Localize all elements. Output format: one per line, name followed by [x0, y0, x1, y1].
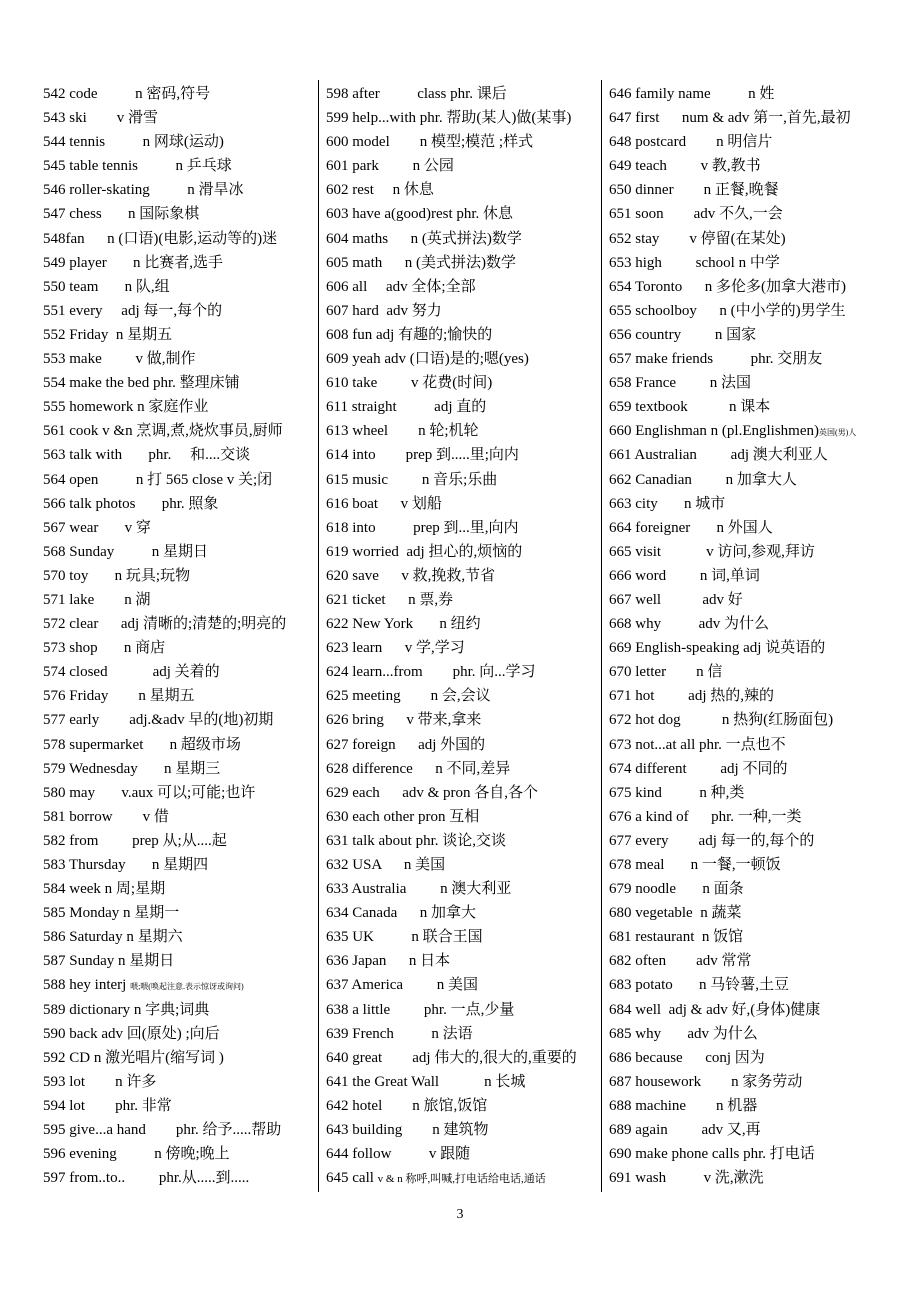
- vocab-entry-text: 659 textbook n 课本: [609, 399, 771, 416]
- vocab-entry-text: 649 teach v 教,教书: [609, 158, 761, 175]
- vocab-entry-text: 588 hey interj: [43, 977, 131, 994]
- vocab-entry-text: 566 talk photos phr. 照象: [43, 495, 219, 512]
- vocab-entry-text: 667 well adv 好: [609, 591, 743, 608]
- vocab-entry: [43, 636, 316, 660]
- vocab-entry-text: 648 postcard n 明信片: [609, 134, 773, 151]
- vocab-entry: [43, 371, 316, 395]
- vocab-entry-text: 665 visit v 访问,参观,拜访: [609, 543, 815, 560]
- vocab-entry-text: 664 foreigner n 外国人: [609, 519, 773, 536]
- vocab-entry: [43, 973, 316, 997]
- vocab-entry: [609, 901, 909, 925]
- vocab-entry-text: 684 well adj & adv 好,(身体)健康: [609, 1001, 821, 1018]
- vocab-entry: [326, 757, 598, 781]
- vocab-entry-text: 683 potato n 马铃薯,土豆: [609, 977, 789, 994]
- vocab-column-1: [43, 82, 316, 1192]
- vocab-entry-text: 657 make friends phr. 交朋友: [609, 351, 823, 368]
- vocab-entry: [43, 564, 316, 588]
- vocab-entry-text: 680 vegetable n 蔬菜: [609, 905, 742, 922]
- vocab-entry: [43, 829, 316, 853]
- vocab-entry: [43, 395, 316, 419]
- vocab-entry: [43, 202, 316, 226]
- vocab-entry: [326, 660, 598, 684]
- vocab-entry-text: 644 follow v 跟随: [326, 1146, 471, 1163]
- vocab-entry: [43, 853, 316, 877]
- vocab-entry-text: 553 make v 做,制作: [43, 351, 196, 368]
- vocab-entry-text: 607 hard adv 努力: [326, 302, 442, 319]
- vocab-entry: [43, 660, 316, 684]
- vocab-entry-text: 618 into prep 到...里,向内: [326, 519, 519, 536]
- vocab-entry-text: 587 Sunday n 星期日: [43, 953, 175, 970]
- vocab-entry-text: 600 model n 模型;模范 ;样式: [326, 134, 534, 151]
- vocab-entry-text: 599 help...with phr. 帮助(某人)做(某事): [326, 110, 572, 127]
- vocab-entry: [609, 419, 909, 443]
- vocab-entry-text: 602 rest n 休息: [326, 182, 434, 199]
- vocab-entry: [609, 347, 909, 371]
- vocab-entry-text: 548fan n (口语)(电影,运动等的)迷: [43, 230, 278, 247]
- vocab-entry: [609, 757, 909, 781]
- vocab-entry-text: 593 lot n 许多: [43, 1073, 157, 1090]
- vocab-entry-text: 547 chess n 国际象棋: [43, 206, 200, 223]
- vocab-entry: [43, 1094, 316, 1118]
- vocab-entry: [43, 925, 316, 949]
- vocab-entry: [326, 925, 598, 949]
- vocab-entry: [43, 708, 316, 732]
- vocab-entry: [326, 178, 598, 202]
- vocab-entry: [43, 901, 316, 925]
- vocab-entry: [609, 1166, 909, 1190]
- vocab-entry: [609, 949, 909, 973]
- vocab-entry: [43, 130, 316, 154]
- vocab-entry: [609, 1094, 909, 1118]
- vocab-entry-text: 584 week n 周;星期: [43, 881, 166, 898]
- vocab-entry: [43, 684, 316, 708]
- vocab-entry-text: 578 supermarket n 超级市场: [43, 736, 241, 753]
- vocab-entry: [326, 612, 598, 636]
- vocab-entry-text: 620 save v 救,挽救,节省: [326, 567, 496, 584]
- vocab-entry: [609, 299, 909, 323]
- vocab-entry-text: 544 tennis n 网球(运动): [43, 134, 224, 151]
- vocab-entry: [43, 516, 316, 540]
- vocab-entry: [609, 829, 909, 853]
- vocab-entry: [43, 275, 316, 299]
- vocab-entry-text: 580 may v.aux 可以;可能;也许: [43, 784, 256, 801]
- vocab-entry-text: 655 schoolboy n (中小学的)男学生: [609, 302, 846, 319]
- vocab-entry: [609, 1022, 909, 1046]
- vocab-entry-text: 613 wheel n 轮;机轮: [326, 423, 479, 440]
- vocab-entry: [326, 684, 598, 708]
- vocab-entry-text: 669 English-speaking adj 说英语的: [609, 640, 826, 657]
- vocab-entry: [609, 973, 909, 997]
- vocab-entry-text: 673 not...at all phr. 一点也不: [609, 736, 786, 753]
- vocab-entry: [43, 733, 316, 757]
- vocab-entry-text: 572 clear adj 清晰的;清楚的;明亮的: [43, 616, 287, 633]
- vocab-entry: [609, 227, 909, 251]
- vocab-entry: [326, 419, 598, 443]
- vocab-entry: [609, 82, 909, 106]
- vocab-entry: [326, 323, 598, 347]
- vocab-entry-text: 550 team n 队,组: [43, 278, 170, 295]
- vocab-entry-text: 610 take v 花费(时间): [326, 375, 493, 392]
- vocab-entry: [326, 1070, 598, 1094]
- vocab-entry-text: 625 meeting n 会,会议: [326, 688, 491, 705]
- vocab-entry: [326, 901, 598, 925]
- vocab-entry-text: 576 Friday n 星期五: [43, 688, 195, 705]
- vocab-entry-text: 594 lot phr. 非常: [43, 1097, 172, 1114]
- vocab-entry: [326, 949, 598, 973]
- vocab-entry-text: 685 why adv 为什么: [609, 1025, 758, 1042]
- vocab-entry: [609, 684, 909, 708]
- vocab-entry: [609, 154, 909, 178]
- vocab-entry-text: 678 meal n 一餐,一顿饭: [609, 857, 781, 873]
- vocab-entry: [326, 82, 598, 106]
- vocab-entry: [43, 492, 316, 516]
- vocab-entry: [326, 853, 598, 877]
- vocab-entry: [43, 781, 316, 805]
- vocab-entry-text: 690 make phone calls phr. 打电话: [609, 1146, 815, 1163]
- vocab-entry-text: 629 each adv & pron 各自,各个: [326, 784, 539, 801]
- vocab-column-2: [326, 82, 598, 1192]
- vocab-entry-text: 592 CD n 激光唱片(缩写词 ): [43, 1049, 224, 1066]
- vocab-entry: [43, 805, 316, 829]
- vocab-entry-text: 609 yeah adv (口语)是的;嗯(yes): [326, 351, 529, 368]
- vocab-entry: [43, 588, 316, 612]
- vocab-entry: [43, 1166, 316, 1190]
- vocab-entry: [609, 395, 909, 419]
- vocab-entry: [609, 781, 909, 805]
- vocab-entry-text: 675 kind n 种,类: [609, 784, 745, 801]
- vocab-entry: [609, 925, 909, 949]
- vocab-entry: [326, 275, 598, 299]
- vocab-entry: [326, 130, 598, 154]
- vocab-entry: [43, 299, 316, 323]
- vocab-entry-text: 647 first num & adv 第一,首先,最初: [609, 110, 851, 127]
- vocab-entry-text: 590 back adv 回(原处) ;向后: [43, 1025, 220, 1042]
- vocab-entry-text: 636 Japan n 日本: [326, 953, 451, 970]
- vocab-entry: [326, 877, 598, 901]
- vocab-entry-text: 689 again adv 又,再: [609, 1122, 761, 1139]
- vocab-entry: [609, 1118, 909, 1142]
- vocab-entry: [43, 540, 316, 564]
- vocab-entry-text: 596 evening n 傍晚;晚上: [43, 1146, 230, 1163]
- vocab-entry-text: 603 have a(good)rest phr. 休息: [326, 206, 514, 223]
- vocab-entry-text: 554 make the bed phr. 整理床铺: [43, 375, 240, 392]
- vocab-entry: [609, 323, 909, 347]
- vocab-entry-text: 634 Canada n 加拿大: [326, 905, 476, 922]
- vocab-entry-text: 552 Friday n 星期五: [43, 326, 173, 343]
- vocab-entry-text: 630 each other pron 互相: [326, 808, 480, 825]
- vocab-entry: [43, 877, 316, 901]
- vocab-entry-text: 668 why adv 为什么: [609, 616, 769, 633]
- vocab-entry-note: v & n 称呼,叫喊,打电话给电话,通话: [377, 1173, 546, 1186]
- vocab-entry: [43, 1022, 316, 1046]
- vocab-entry-text: 650 dinner n 正餐,晚餐: [609, 182, 779, 199]
- vocab-entry-text: 564 open n 打 565 close v 关;闭: [43, 471, 273, 488]
- vocab-entry: [326, 805, 598, 829]
- vocab-entry-text: 639 French n 法语: [326, 1025, 473, 1042]
- vocab-entry-text: 561 cook v &n 烹调,煮,烧炊事员,厨师: [43, 423, 283, 440]
- vocab-entry-text: 661 Australian adj 澳大利亚人: [609, 447, 828, 464]
- vocab-entry-text: 666 word n 词,单词: [609, 567, 760, 584]
- vocab-entry-text: 663 city n 城市: [609, 495, 726, 512]
- vocab-entry-text: 637 America n 美国: [326, 977, 479, 994]
- vocab-entry: [43, 443, 316, 467]
- vocab-entry: [326, 1046, 598, 1070]
- vocab-entry-text: 555 homework n 家庭作业: [43, 399, 209, 416]
- vocab-entry-text: 641 the Great Wall n 长城: [326, 1073, 526, 1090]
- vocab-entry: [326, 1166, 598, 1190]
- vocab-entry-text: 651 soon adv 不久,一会: [609, 206, 783, 223]
- vocab-entry-text: 597 from..to.. phr.从.....到.....: [43, 1170, 250, 1187]
- vocab-entry: [609, 660, 909, 684]
- vocab-entry: [43, 1046, 316, 1070]
- vocab-entry: [326, 227, 598, 251]
- vocab-entry-text: 598 after class phr. 课后: [326, 86, 507, 102]
- vocab-entry: [43, 106, 316, 130]
- vocab-entry: [43, 1070, 316, 1094]
- vocab-entry-text: 638 a little phr. 一点,少量: [326, 1001, 515, 1018]
- vocab-entry-text: 581 borrow v 借: [43, 808, 169, 825]
- vocab-entry-text: 546 roller-skating n 滑旱冰: [43, 182, 244, 199]
- vocab-entry-text: 645 call: [326, 1170, 378, 1187]
- vocab-entry: [326, 154, 598, 178]
- vocab-entry: [609, 468, 909, 492]
- vocab-entry: [326, 733, 598, 757]
- vocab-entry: [326, 251, 598, 275]
- vocab-entry-text: 621 ticket n 票,券: [326, 591, 454, 608]
- vocab-entry-text: 642 hotel n 旅馆,饭馆: [326, 1097, 488, 1114]
- vocab-entry-text: 640 great adj 伟大的,很大的,重要的: [326, 1049, 577, 1066]
- vocab-entry-text: 619 worried adj 担心的,烦恼的: [326, 543, 523, 560]
- vocab-entry: [609, 636, 909, 660]
- vocab-entry: [609, 178, 909, 202]
- vocab-entry-text: 688 machine n 机器: [609, 1097, 758, 1114]
- vocab-entry: [326, 468, 598, 492]
- vocab-entry: [609, 853, 909, 877]
- page-number: 3: [456, 1207, 464, 1222]
- vocab-entry-text: 635 UK n 联合王国: [326, 929, 483, 946]
- vocab-entry-text: 646 family name n 姓: [609, 86, 775, 102]
- vocab-entry-text: 595 give...a hand phr. 给予.....帮助: [43, 1122, 282, 1139]
- vocab-entry-text: 614 into prep 到.....里;向内: [326, 447, 519, 464]
- vocab-entry-text: 549 player n 比赛者,选手: [43, 254, 223, 271]
- vocab-entry: [326, 1118, 598, 1142]
- vocab-entry: [609, 251, 909, 275]
- vocab-entry: [609, 588, 909, 612]
- vocab-entry-text: 656 country n 国家: [609, 326, 757, 343]
- vocab-entry-text: 653 high school n 中学: [609, 254, 780, 271]
- vocab-entry: [326, 106, 598, 130]
- vocab-entry-text: 624 learn...from phr. 向...学习: [326, 664, 536, 681]
- vocab-entry: [326, 708, 598, 732]
- vocab-entry: [609, 130, 909, 154]
- vocab-entry-text: 686 because conj 因为: [609, 1049, 765, 1066]
- vocab-entry: [326, 973, 598, 997]
- vocab-entry: [609, 1070, 909, 1094]
- vocab-entry: [609, 877, 909, 901]
- vocab-entry-text: 570 toy n 玩具;玩物: [43, 567, 191, 584]
- vocab-entry: [43, 998, 316, 1022]
- vocab-entry-text: 626 bring v 带来,拿来: [326, 712, 482, 729]
- vocab-entry: [326, 516, 598, 540]
- vocab-entry: [609, 612, 909, 636]
- vocab-entry-text: 691 wash v 洗,漱洗: [609, 1170, 764, 1187]
- vocab-entry: [609, 275, 909, 299]
- vocab-entry: [43, 323, 316, 347]
- vocab-entry-text: 677 every adj 每一的,每个的: [609, 832, 815, 849]
- vocab-entry: [43, 949, 316, 973]
- vocab-entry-text: 543 ski v 滑雪: [43, 110, 159, 127]
- vocab-entry: [43, 227, 316, 251]
- vocab-entry: [609, 805, 909, 829]
- vocab-entry: [43, 82, 316, 106]
- vocab-entry-text: 608 fun adj 有趣的;愉快的: [326, 326, 493, 343]
- vocab-entry: [326, 540, 598, 564]
- vocab-entry-text: 585 Monday n 星期一: [43, 905, 180, 922]
- vocab-entry-text: 616 boat v 划船: [326, 495, 442, 512]
- vocab-entry-text: 654 Toronto n 多伦多(加拿大港市): [609, 278, 846, 295]
- vocab-entry-text: 568 Sunday n 星期日: [43, 543, 209, 560]
- vocab-entry-text: 682 often adv 常常: [609, 953, 752, 970]
- vocab-entry-text: 679 noodle n 面条: [609, 881, 744, 898]
- vocab-entry: [609, 1046, 909, 1070]
- vocab-entry: [43, 757, 316, 781]
- vocab-entry-text: 643 building n 建筑物: [326, 1122, 489, 1139]
- vocab-entry-text: 658 France n 法国: [609, 375, 752, 392]
- vocab-entry-text: 681 restaurant n 饭馆: [609, 929, 744, 946]
- vocab-entry: [326, 781, 598, 805]
- vocab-entry-text: 582 from prep 从;从....起: [43, 832, 227, 849]
- vocab-entry-text: 589 dictionary n 字典;词典: [43, 1001, 210, 1018]
- vocab-entry-text: 605 math n (美式拼法)数学: [326, 254, 516, 271]
- vocab-entry-text: 606 all adv 全体;全部: [326, 278, 476, 295]
- vocab-entry-text: 579 Wednesday n 星期三: [43, 760, 221, 777]
- vocab-entry-text: 633 Australia n 澳大利亚: [326, 881, 512, 898]
- vocab-entry-text: 671 hot adj 热的,辣的: [609, 688, 774, 705]
- vocab-entry-text: 577 early adj.&adv 早的(地)初期: [43, 712, 274, 729]
- vocab-entry-text: 615 music n 音乐;乐曲: [326, 471, 498, 488]
- vocab-entry: [326, 492, 598, 516]
- vocab-entry: [609, 708, 909, 732]
- vocab-entry: [326, 395, 598, 419]
- vocab-column-3: [609, 82, 909, 1192]
- vocab-entry: [43, 347, 316, 371]
- vocab-entry: [43, 1118, 316, 1142]
- vocab-entry-text: 660 Englishman n (pl.Englishmen): [609, 423, 819, 440]
- vocab-entry-text: 623 learn v 学,学习: [326, 640, 465, 657]
- vocab-entry-text: 545 table tennis n 乒乓球: [43, 158, 232, 175]
- column-divider: [601, 80, 602, 1192]
- vocab-entry-text: 652 stay v 停留(在某处): [609, 230, 786, 247]
- vocab-entry-text: 674 different adj 不同的: [609, 760, 788, 777]
- vocab-entry-text: 672 hot dog n 热狗(红肠面包): [609, 712, 834, 729]
- vocab-entry-text: 687 housework n 家务劳动: [609, 1073, 803, 1090]
- vocab-entry: [326, 564, 598, 588]
- vocab-entry: [326, 636, 598, 660]
- vocab-entry: [609, 443, 909, 467]
- vocab-entry-text: 551 every adj 每一,每个的: [43, 302, 223, 319]
- vocab-entry-text: 573 shop n 商店: [43, 640, 166, 657]
- vocab-entry: [609, 516, 909, 540]
- vocab-entry-text: 583 Thursday n 星期四: [43, 857, 209, 873]
- vocab-entry-text: 670 letter n 信: [609, 664, 723, 681]
- vocab-entry: [326, 299, 598, 323]
- vocab-entry-text: 601 park n 公园: [326, 158, 454, 175]
- vocab-entry: [326, 1094, 598, 1118]
- vocab-entry: [609, 106, 909, 130]
- vocab-entry: [609, 998, 909, 1022]
- vocab-entry: [43, 154, 316, 178]
- vocab-entry-text: 628 difference n 不同,差异: [326, 760, 511, 777]
- column-divider: [318, 80, 319, 1192]
- vocab-entry: [326, 371, 598, 395]
- vocab-entry-text: 611 straight adj 直的: [326, 399, 487, 416]
- vocab-entry-note: 英国(男)人: [818, 428, 857, 438]
- vocab-entry: [43, 419, 316, 443]
- vocab-entry-text: 571 lake n 湖: [43, 591, 151, 608]
- vocab-entry: [43, 612, 316, 636]
- vocab-entry: [609, 564, 909, 588]
- vocab-entry: [43, 468, 316, 492]
- vocab-entry-text: 567 wear v 穿: [43, 519, 151, 536]
- vocab-entry-text: 662 Canadian n 加拿大人: [609, 471, 797, 488]
- vocab-entry: [326, 347, 598, 371]
- vocab-entry: [43, 1142, 316, 1166]
- vocab-entry: [326, 202, 598, 226]
- vocab-entry: [609, 1142, 909, 1166]
- vocab-entry-note: 喂;喂(唤起注意.表示惊讶或询问): [130, 982, 244, 992]
- vocab-entry: [326, 1142, 598, 1166]
- vocab-entry: [43, 251, 316, 275]
- vocab-entry-text: 627 foreign adj 外国的: [326, 736, 486, 753]
- vocab-entry-text: 676 a kind of phr. 一种,一类: [609, 808, 802, 825]
- vocab-entry-text: 622 New York n 纽约: [326, 616, 481, 633]
- vocab-entry: [609, 733, 909, 757]
- vocab-entry-text: 542 code n 密码,符号: [43, 86, 211, 102]
- vocab-entry: [326, 588, 598, 612]
- vocab-entry: [609, 492, 909, 516]
- vocab-entry-text: 631 talk about phr. 谈论,交谈: [326, 832, 506, 849]
- vocab-entry-text: 586 Saturday n 星期六: [43, 929, 183, 946]
- vocab-entry-text: 574 closed adj 关着的: [43, 664, 220, 681]
- vocab-entry: [326, 1022, 598, 1046]
- vocab-entry-text: 632 USA n 美国: [326, 857, 446, 873]
- vocab-entry: [609, 371, 909, 395]
- vocab-entry: [43, 178, 316, 202]
- vocab-entry-text: 563 talk with phr. 和....交谈: [43, 447, 251, 464]
- vocab-entry: [326, 829, 598, 853]
- vocab-entry: [609, 202, 909, 226]
- vocab-entry: [326, 443, 598, 467]
- vocab-entry: [609, 540, 909, 564]
- vocab-entry: [326, 998, 598, 1022]
- vocab-entry-text: 604 maths n (英式拼法)数学: [326, 230, 522, 247]
